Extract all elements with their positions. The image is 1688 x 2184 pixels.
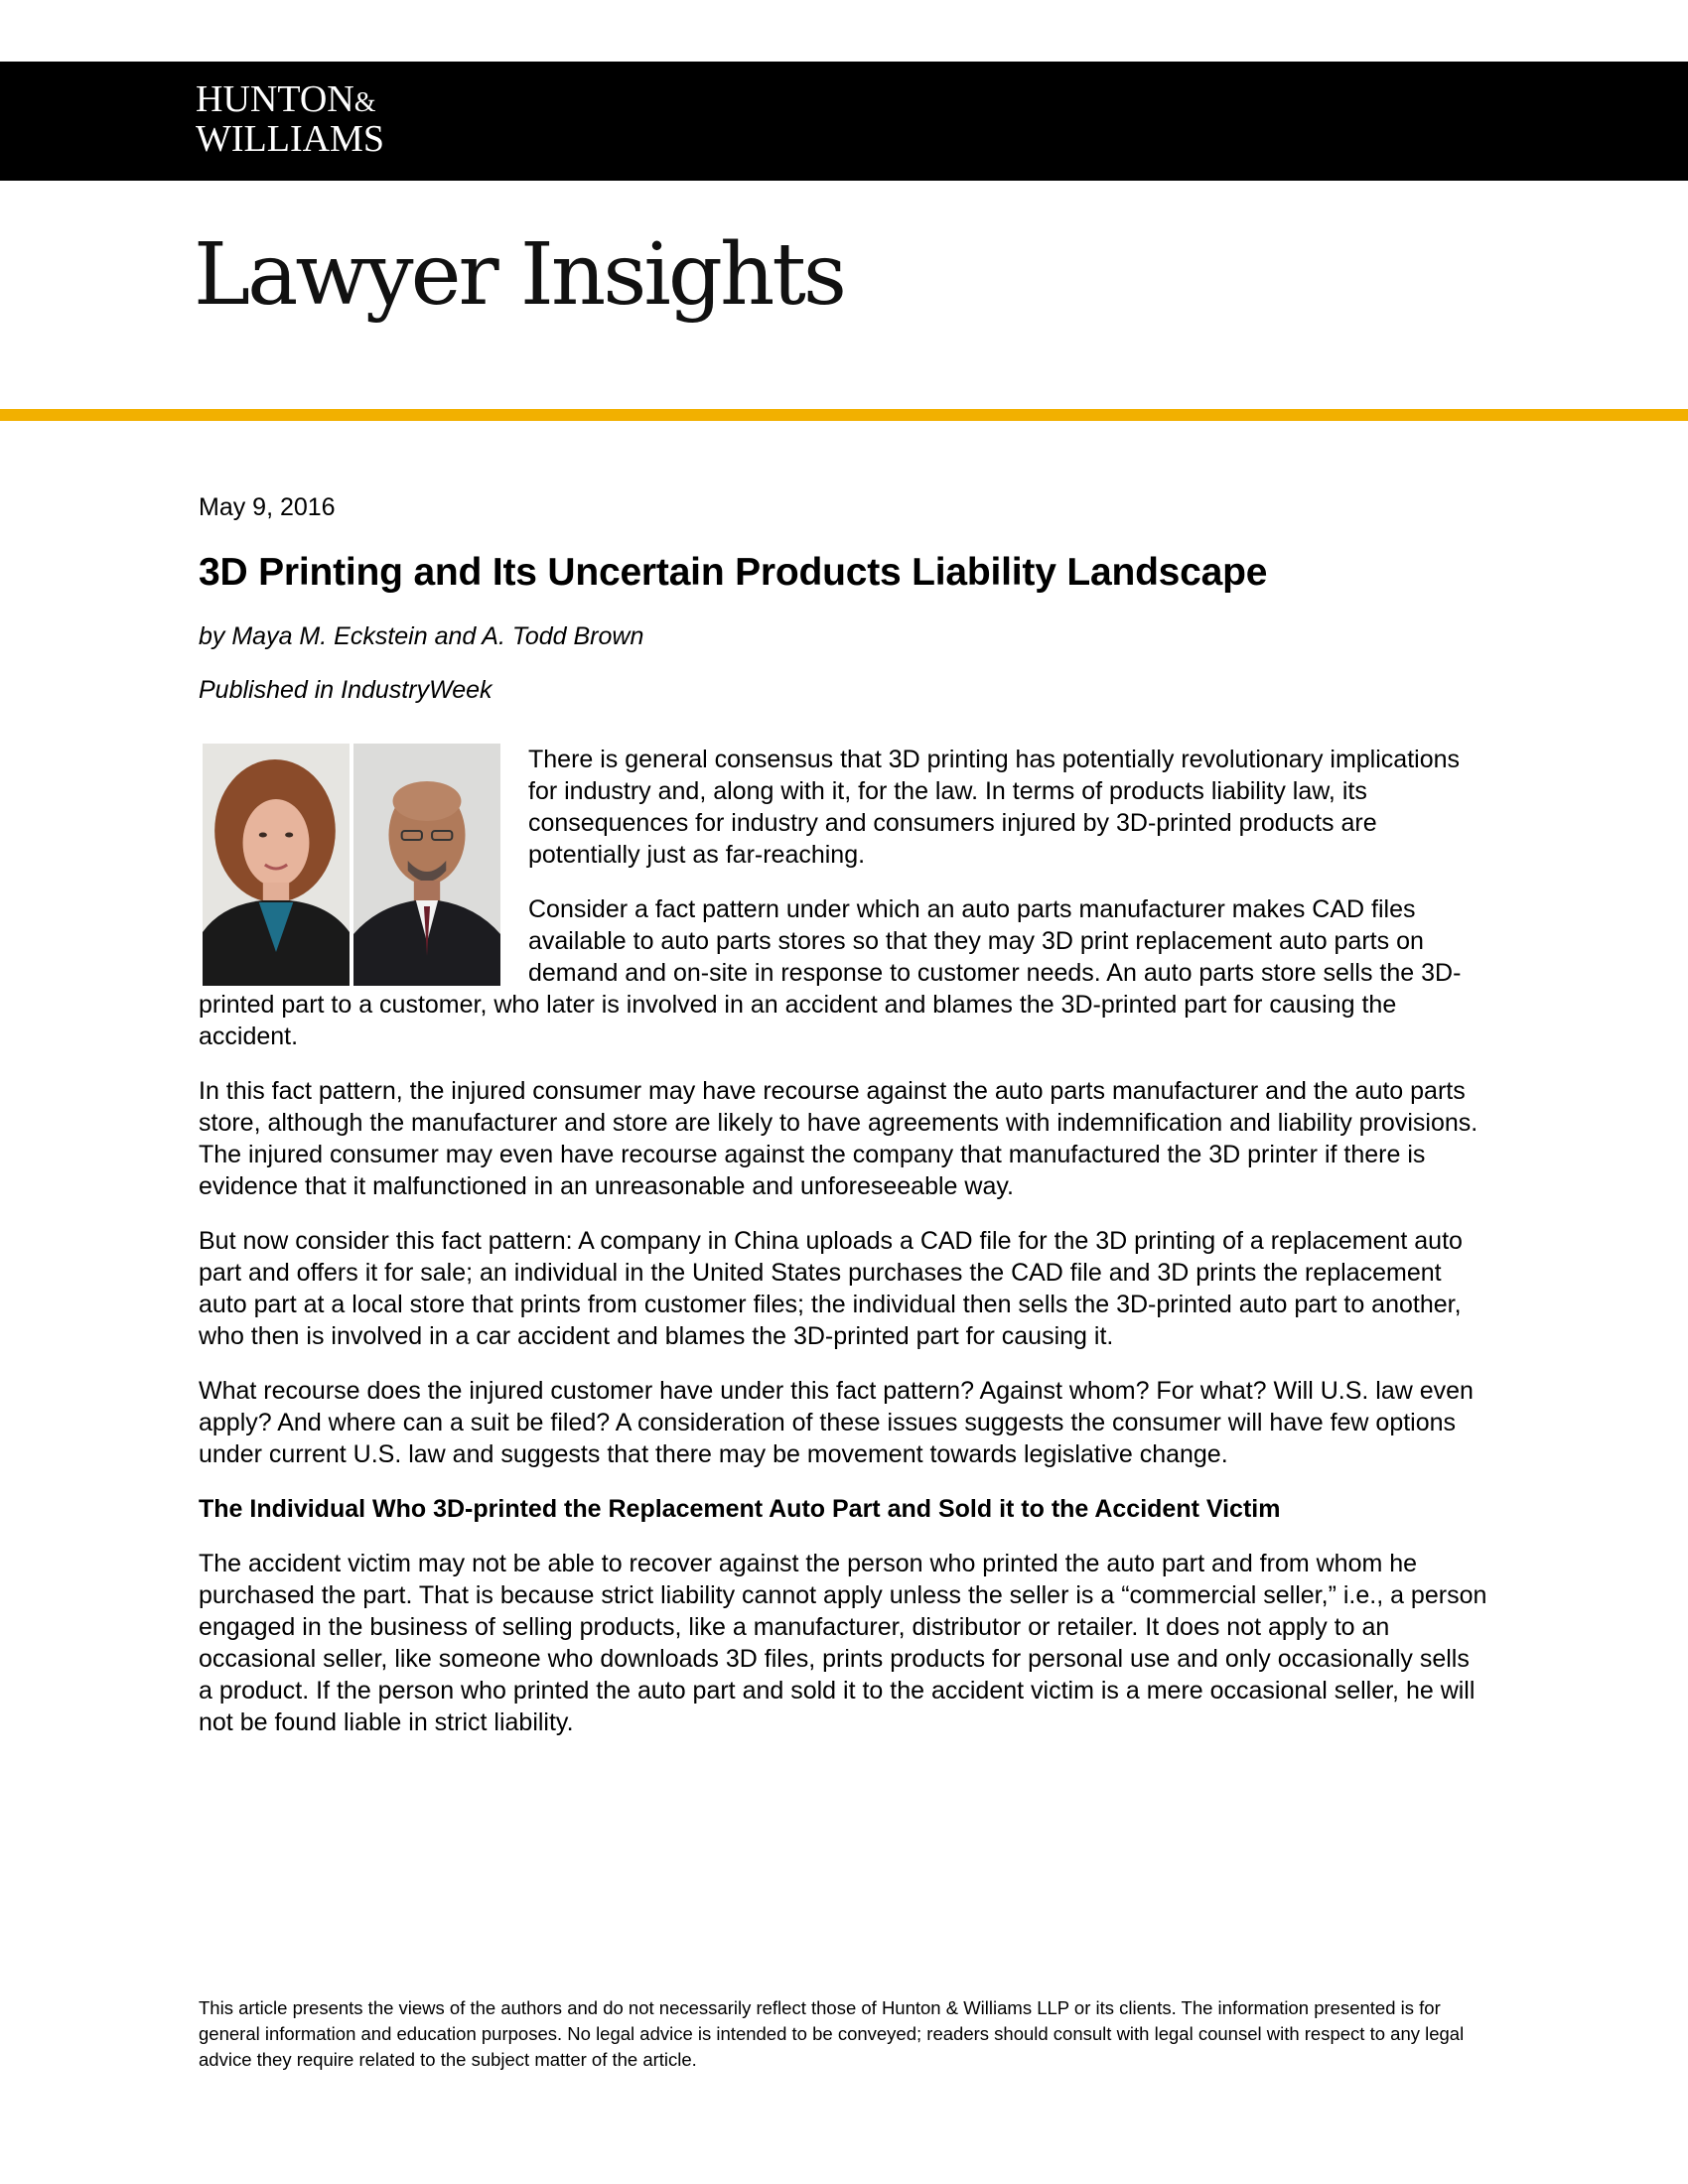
paragraph: Consider a fact pattern under which an auto parts manufacturer makes CAD files available to auto parts stores so that they may 3D print replacement auto parts on demand and on-site in response to customer needs. An auto parts store sells the 3D-printed part to a customer, who later is involved in an accident and blames the 3D-printed part for causing the accident.	[199, 895, 1462, 1050]
author-photo-1	[203, 744, 350, 986]
published-in: Published in IndustryWeek	[199, 676, 492, 704]
accent-rule	[0, 409, 1688, 421]
byline: by Maya M. Eckstein and A. Todd Brown	[199, 622, 644, 650]
article-body	[199, 491, 1489, 1761]
article-date: May 9, 2016	[199, 493, 336, 521]
logo-line-1: HUNTON	[196, 78, 354, 120]
article-title: 3D Printing and Its Uncertain Products Liability Landscape	[199, 551, 1268, 594]
publication-title: Lawyer Insights	[194, 225, 845, 325]
author-photo-2	[353, 744, 500, 986]
header-bar	[0, 62, 1688, 181]
paragraph: But now consider this fact pattern: A company in China uploads a CAD file for the 3D printing of a replacement auto part and offers it for sale; an individual in the United States purchases the CAD file and 3D prints the replacement auto part at a local store that prints from customer files; the individual then sells the 3D-printed auto part to another, who then is involved in a car accident and blames the 3D-printed part for causing it.	[199, 1227, 1463, 1350]
logo-line-2: WILLIAMS	[196, 118, 384, 160]
paragraph: There is general consensus that 3D printing has potentially revolutionary implications for industry and, along with it, for the law. In terms of products liability law, its consequences for industry and consumers injured by 3D-printed products are potentially just as far-reaching.	[528, 746, 1461, 869]
disclaimer: This article presents the views of the authors and do not necessarily reflect those of Hunton & Williams LLP or its clients. The information presented is for general information and education purposes. No legal advice is intended to be conveyed; readers should consult with legal counsel with respect to any legal advice they require related to the subject matter of the article.	[199, 1997, 1465, 2070]
paragraph: The accident victim may not be able to recover against the person who printed the auto part and from whom he purchased the part. That is because strict liability cannot apply unless the seller is a “commercial seller,” i.e., a person engaged in the business of selling products, like a manufacturer, distributor or retailer. It does not apply to an occasional seller, like someone who downloads 3D files, prints products for personal use and only occasionally sells a product. If the person who printed the auto part and sold it to the accident victim is a mere occasional seller, he will not be found liable in strict liability.	[199, 1550, 1487, 1736]
firm-logo	[196, 78, 384, 160]
paragraph: What recourse does the injured customer have under this fact pattern? Against whom? For what? Will U.S. law even apply? And where can a suit be filed? A consideration of these issues suggests the consumer will have few options under current U.S. law and suggests that there may be movement towards legislative change.	[199, 1377, 1474, 1468]
paragraph: In this fact pattern, the injured consumer may have recourse against the auto parts manufacturer and the auto parts store, although the manufacturer and store are likely to have agreements with indemnification and liability provisions. The injured consumer may even have recourse against the company that manufactured the 3D printer if there is evidence that it malfunctioned in an unreasonable and unforeseeable way.	[199, 1077, 1478, 1200]
section-heading: The Individual Who 3D-printed the Replacement Auto Part and Sold it to the Accident Victim	[199, 1495, 1281, 1523]
author-photos	[203, 744, 500, 986]
logo-ampersand: &	[353, 87, 376, 118]
